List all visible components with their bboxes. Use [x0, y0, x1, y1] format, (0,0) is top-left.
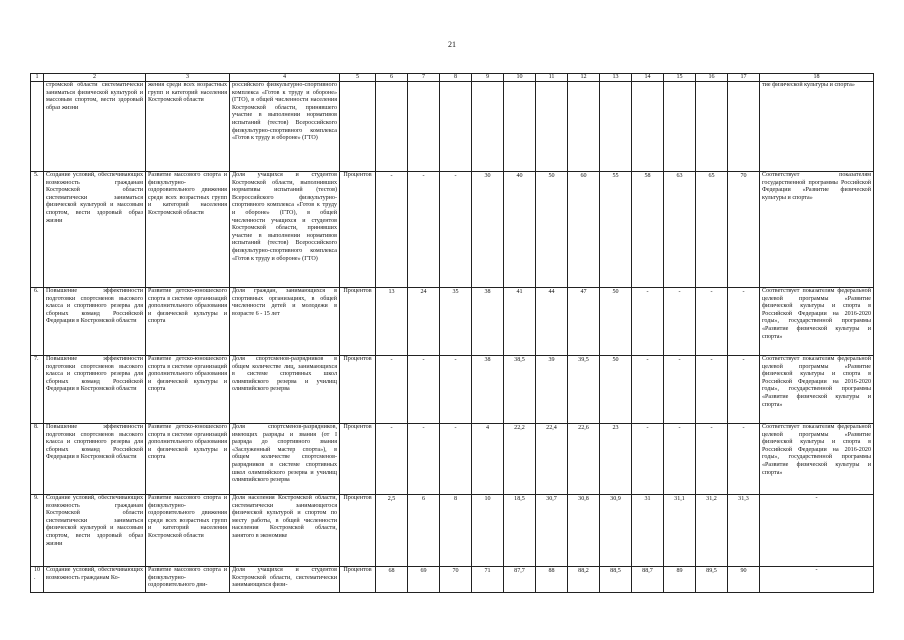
goal-cell: Повышение эффективности подготовки спортсменов высокого класса и спортивного резерва для сборных команд Российской Федерации в Костромской области — [44, 356, 146, 424]
value-cell: - — [440, 172, 472, 288]
value-cell: - — [408, 424, 440, 495]
value-cell: 39,5 — [568, 356, 600, 424]
value-cell: 50 — [536, 172, 568, 288]
value-cell: 23 — [600, 424, 632, 495]
column-header: 15 — [664, 74, 696, 82]
value-cell: - — [632, 288, 664, 356]
note-cell: Соответствует показателям федеральной целевой программы «Развитие физической культуры и спорта в Российской Федерации на 2016-2020 годы», государственной программы «Развитие физической культуры и спорта» — [760, 288, 874, 356]
value-cell: 70 — [440, 567, 472, 593]
column-header: 8 — [440, 74, 472, 82]
value-cell — [696, 82, 728, 172]
value-cell: 69 — [408, 567, 440, 593]
value-cell: 13 — [376, 288, 408, 356]
value-cell: 31,1 — [664, 495, 696, 567]
value-cell: 22,4 — [536, 424, 568, 495]
goal-cell: стромской области систематически заниматься физической культурой и массовым спортом, вести здоровый образ жизни — [44, 82, 146, 172]
value-cell: 31,2 — [696, 495, 728, 567]
note-cell: - — [760, 567, 874, 593]
note-cell: - — [760, 495, 874, 567]
value-cell: 4 — [472, 424, 504, 495]
unit-cell — [340, 82, 376, 172]
indicator-cell: Доля спортсменов-разрядников, имеющих разряды и звания (от I разряда до спортивного звания «Заслуженный мастер спорта»), в общем количестве спортсменов-разрядников в системе спортивных школ олимпийского резерва и училищ олимпийского резерва — [230, 424, 340, 495]
column-header: 5 — [340, 74, 376, 82]
value-cell: 30,7 — [536, 495, 568, 567]
value-cell: 30,9 — [600, 495, 632, 567]
row-number — [31, 82, 44, 172]
value-cell: 8 — [440, 495, 472, 567]
page-number: 21 — [448, 40, 456, 49]
value-cell: 71 — [472, 567, 504, 593]
table-row — [31, 495, 874, 567]
goal-cell: Создание условий, обеспечивающих возможность гражданам Костромской области систематически заниматься физической культурой и массовым спортом, вести здоровый образ жизни — [44, 172, 146, 288]
value-cell: 30,8 — [568, 495, 600, 567]
column-header: 7 — [408, 74, 440, 82]
value-cell: 22,2 — [504, 424, 536, 495]
value-cell — [440, 82, 472, 172]
unit-cell: Процентов — [340, 567, 376, 593]
column-header: 9 — [472, 74, 504, 82]
table-row — [31, 288, 874, 356]
value-cell: 87,7 — [504, 567, 536, 593]
column-header: 16 — [696, 74, 728, 82]
note-cell: тие физической культуры и спорта» — [760, 82, 874, 172]
value-cell: 70 — [728, 172, 760, 288]
value-cell: 40 — [504, 172, 536, 288]
value-cell: 50 — [600, 288, 632, 356]
column-header: 14 — [632, 74, 664, 82]
row-number: 8. — [31, 424, 44, 495]
unit-cell: Процентов — [340, 288, 376, 356]
value-cell: 22,6 — [568, 424, 600, 495]
value-cell: 38 — [472, 288, 504, 356]
value-cell: 65 — [696, 172, 728, 288]
value-cell: 47 — [568, 288, 600, 356]
value-cell — [664, 82, 696, 172]
goal-cell: Повышение эффективности подготовки спортсменов высокого класса и спортивного резерва для сборных команд Российской Федерации в Костромской области — [44, 288, 146, 356]
row-number: 9. — [31, 495, 44, 567]
task-cell: жения среди всех возрастных групп и категорий населения Костромской области — [146, 82, 230, 172]
indicator-cell: Доля населения Костромской области, систематически занимающегося физической культурой и спортом по месту работы, в общей численности населения Костромской области, занятого в экономике — [230, 495, 340, 567]
column-header: 4 — [230, 74, 340, 82]
note-cell: Соответствует показателям федеральной целевой программы «Развитие физической культуры и спорта в Российской Федерации на 2016-2020 годы», государственной программы «Развитие физической культуры и спорта» — [760, 424, 874, 495]
value-cell: - — [440, 424, 472, 495]
table-row — [31, 356, 874, 424]
column-number-row — [31, 74, 874, 82]
value-cell: 50 — [600, 356, 632, 424]
goal-cell: Повышение эффективности подготовки спортсменов высокого класса и спортивного резерва для сборных команд Российской Федерации в Костромской области — [44, 424, 146, 495]
note-cell: Соответствует показателям федеральной целевой программы «Развитие физической культуры и спорта в Российской Федерации на 2016-2020 годы», государственной программы «Развитие физической культуры и спорта» — [760, 356, 874, 424]
value-cell: 89,5 — [696, 567, 728, 593]
value-cell: - — [440, 356, 472, 424]
row-number: 10. — [31, 567, 44, 593]
column-header: 18 — [760, 74, 874, 82]
value-cell: 41 — [504, 288, 536, 356]
value-cell — [504, 82, 536, 172]
value-cell — [408, 82, 440, 172]
value-cell: 39 — [536, 356, 568, 424]
note-cell: Соответствует показателям государственной программы Российской Федерации «Развитие физической культуры и спорта» — [760, 172, 874, 288]
value-cell — [568, 82, 600, 172]
task-cell: Развитие детско-юношеского спорта в системе организаций дополнительного образования и физической культуры и спорта — [146, 424, 230, 495]
value-cell — [536, 82, 568, 172]
value-cell: 88,7 — [632, 567, 664, 593]
unit-cell: Процентов — [340, 424, 376, 495]
indicator-cell: Доля учащихся и студентов Костромской области, систематически занимающихся физи- — [230, 567, 340, 593]
task-cell: Развитие массового спорта и физкультурно-оздоровительного дви- — [146, 567, 230, 593]
indicator-cell: Доля граждан, занимающихся в спортивных организациях, в общей численности детей и молодежи в возрасте 6 - 15 лет — [230, 288, 340, 356]
value-cell: 88,5 — [600, 567, 632, 593]
value-cell: 88,2 — [568, 567, 600, 593]
value-cell: - — [664, 424, 696, 495]
value-cell: 58 — [632, 172, 664, 288]
value-cell: 31 — [632, 495, 664, 567]
indicator-cell: Доля спортсменов-разрядников в общем количестве лиц, занимающихся в системе спортивных школ олимпийского резерва и училищ олимпийского резерва — [230, 356, 340, 424]
table-row — [31, 567, 874, 593]
value-cell: 38,5 — [504, 356, 536, 424]
unit-cell: Процентов — [340, 356, 376, 424]
value-cell: - — [376, 172, 408, 288]
column-header: 1 — [31, 74, 44, 82]
value-cell: - — [728, 424, 760, 495]
value-cell: 44 — [536, 288, 568, 356]
value-cell: - — [408, 172, 440, 288]
value-cell: - — [632, 356, 664, 424]
column-header: 11 — [536, 74, 568, 82]
column-header: 17 — [728, 74, 760, 82]
value-cell: - — [632, 424, 664, 495]
column-header: 2 — [44, 74, 146, 82]
task-cell: Развитие детско-юношеского спорта в системе организаций дополнительного образования и физической культуры и спорта — [146, 356, 230, 424]
value-cell: - — [728, 288, 760, 356]
value-cell: - — [728, 356, 760, 424]
value-cell: 88 — [536, 567, 568, 593]
table-row — [31, 82, 874, 172]
value-cell: - — [696, 356, 728, 424]
value-cell — [376, 82, 408, 172]
value-cell: 90 — [728, 567, 760, 593]
value-cell: - — [408, 356, 440, 424]
goal-cell: Создание условий, обеспечивающих возможность гражданам Ко- — [44, 567, 146, 593]
row-number: 6. — [31, 288, 44, 356]
row-number: 7. — [31, 356, 44, 424]
value-cell: - — [376, 424, 408, 495]
value-cell: 2,5 — [376, 495, 408, 567]
value-cell: 89 — [664, 567, 696, 593]
value-cell — [600, 82, 632, 172]
task-cell: Развитие детско-юношеского спорта в системе организаций дополнительного образования и физической культуры и спорта — [146, 288, 230, 356]
task-cell: Развитие массового спорта и физкультурно-оздоровительного движения среди всех возрастных групп и категорий населения Костромской области — [146, 495, 230, 567]
row-number: 5. — [31, 172, 44, 288]
unit-cell: Процентов — [340, 172, 376, 288]
column-header: 6 — [376, 74, 408, 82]
unit-cell: Процентов — [340, 495, 376, 567]
value-cell: 30 — [472, 172, 504, 288]
value-cell: 63 — [664, 172, 696, 288]
task-cell: Развитие массового спорта и физкультурно-оздоровительного движения среди всех возрастных групп и категорий населения Костромской области — [146, 172, 230, 288]
value-cell: 31,3 — [728, 495, 760, 567]
goal-cell: Создание условий, обеспечивающих возможность гражданам Костромской области систематически заниматься физической культурой и массовым спортом, вести здоровый образ жизни — [44, 495, 146, 567]
value-cell: 55 — [600, 172, 632, 288]
value-cell: 38 — [472, 356, 504, 424]
value-cell: 6 — [408, 495, 440, 567]
column-header: 12 — [568, 74, 600, 82]
value-cell: 60 — [568, 172, 600, 288]
value-cell: - — [376, 356, 408, 424]
table-row — [31, 172, 874, 288]
value-cell: 68 — [376, 567, 408, 593]
table-row — [31, 424, 874, 495]
column-header: 3 — [146, 74, 230, 82]
value-cell: 10 — [472, 495, 504, 567]
value-cell: - — [664, 288, 696, 356]
value-cell: - — [696, 424, 728, 495]
value-cell: - — [664, 356, 696, 424]
value-cell: - — [696, 288, 728, 356]
indicators-table — [30, 73, 874, 593]
indicator-cell: российского физкультурно-спортивного комплекса «Готов к труду и обороне» (ГТО), в общей численности населения Костромской области, принявшего участие в выполнении нормативов испытаний (тестов) Всероссийского физкультурно-спортивного комплекса «Готов к труду и обороне» (ГТО) — [230, 82, 340, 172]
column-header: 13 — [600, 74, 632, 82]
column-header: 10 — [504, 74, 536, 82]
value-cell: 35 — [440, 288, 472, 356]
value-cell: 24 — [408, 288, 440, 356]
value-cell: 18,5 — [504, 495, 536, 567]
value-cell — [472, 82, 504, 172]
value-cell — [632, 82, 664, 172]
value-cell — [728, 82, 760, 172]
indicator-cell: Доля учащихся и студентов Костромской области, выполнивших нормативы испытаний (тестов) Всероссийского физкультурно-спортивного комплекса «Готов к труду и обороне» (ГТО), в общей численности учащихся и студентов Костромской области, принявших участие в выполнении нормативов испытаний (тестов) Всероссийского физкультурно-спортивного комплекса «Готов к труду и обороне» (ГТО) — [230, 172, 340, 288]
